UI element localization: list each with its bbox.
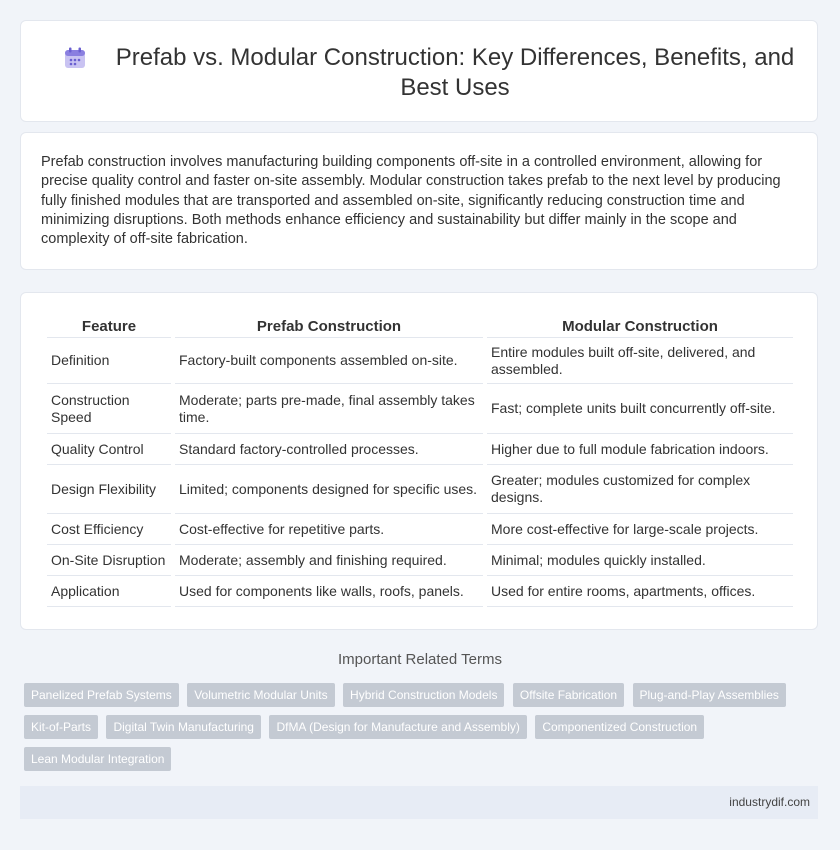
calendar-icon	[63, 46, 87, 70]
tag-lean-modular-integration[interactable]: Lean Modular Integration	[24, 747, 171, 771]
footer	[20, 786, 818, 819]
intro-card	[20, 132, 818, 270]
table-row	[47, 384, 793, 434]
table-row	[47, 465, 793, 514]
feature-cell: Definition	[47, 338, 171, 384]
table-row	[47, 545, 793, 576]
modular-cell: More cost-effective for large-scale projects.	[487, 514, 793, 545]
feature-cell: Design Flexibility	[47, 465, 171, 514]
tag-hybrid-construction-models[interactable]: Hybrid Construction Models	[343, 683, 504, 707]
prefab-cell: Moderate; parts pre-made, final assembly takes time.	[175, 384, 483, 434]
prefab-cell: Limited; components designed for specific uses.	[175, 465, 483, 514]
tag-panelized-prefab-systems[interactable]: Panelized Prefab Systems	[24, 683, 179, 707]
related-terms-title: Important Related Terms	[338, 651, 502, 668]
related-terms-tags	[24, 683, 814, 779]
feature-cell: Quality Control	[47, 434, 171, 465]
modular-cell: Used for entire rooms, apartments, offices.	[487, 576, 793, 607]
modular-cell: Minimal; modules quickly installed.	[487, 545, 793, 576]
prefab-cell: Moderate; assembly and finishing required.	[175, 545, 483, 576]
tag-dfma[interactable]: DfMA (Design for Manufacture and Assembly)	[269, 715, 526, 739]
table-header-row	[47, 315, 793, 338]
modular-cell: Fast; complete units built concurrently off-site.	[487, 384, 793, 434]
header-prefab: Prefab Construction	[175, 315, 483, 338]
header-feature: Feature	[47, 315, 171, 338]
prefab-cell: Cost-effective for repetitive parts.	[175, 514, 483, 545]
prefab-cell: Factory-built components assembled on-site.	[175, 338, 483, 384]
tag-volumetric-modular-units[interactable]: Volumetric Modular Units	[187, 683, 334, 707]
prefab-cell: Used for components like walls, roofs, panels.	[175, 576, 483, 607]
comparison-table	[43, 315, 797, 607]
modular-cell: Higher due to full module fabrication indoors.	[487, 434, 793, 465]
table-row	[47, 514, 793, 545]
table-row	[47, 338, 793, 384]
table-row	[47, 576, 793, 607]
tag-kit-of-parts[interactable]: Kit-of-Parts	[24, 715, 98, 739]
header-modular: Modular Construction	[487, 315, 793, 338]
comparison-table-card	[20, 292, 818, 630]
header-card	[20, 20, 818, 122]
feature-cell: Cost Efficiency	[47, 514, 171, 545]
tag-digital-twin-manufacturing[interactable]: Digital Twin Manufacturing	[106, 715, 261, 739]
feature-cell: Application	[47, 576, 171, 607]
tag-plug-and-play-assemblies[interactable]: Plug-and-Play Assemblies	[633, 683, 786, 707]
prefab-cell: Standard factory-controlled processes.	[175, 434, 483, 465]
modular-cell: Entire modules built off-site, delivered, and assembled.	[487, 338, 793, 384]
feature-cell: Construction Speed	[47, 384, 171, 434]
page-title: Prefab vs. Modular Construction: Key Differences, Benefits, and Best Uses	[115, 44, 795, 101]
tag-offsite-fabrication[interactable]: Offsite Fabrication	[513, 683, 624, 707]
feature-cell: On-Site Disruption	[47, 545, 171, 576]
modular-cell: Greater; modules customized for complex designs.	[487, 465, 793, 514]
intro-paragraph: Prefab construction involves manufacturing building components off-site in a controlled environment, allowing for precise quality control and faster on-site assembly. Modular construction takes prefab to the next level by producing fully finished modules that are transported and assembled on-site, significantly reducing construction time and minimizing disruptions. Both methods enhance efficiency and sustainability but differ mainly in the scope and complexity of off-site fabrication.	[41, 154, 781, 248]
tag-componentized-construction[interactable]: Componentized Construction	[535, 715, 704, 739]
footer-site-link[interactable]: industrydif.com	[729, 795, 810, 809]
table-row	[47, 434, 793, 465]
